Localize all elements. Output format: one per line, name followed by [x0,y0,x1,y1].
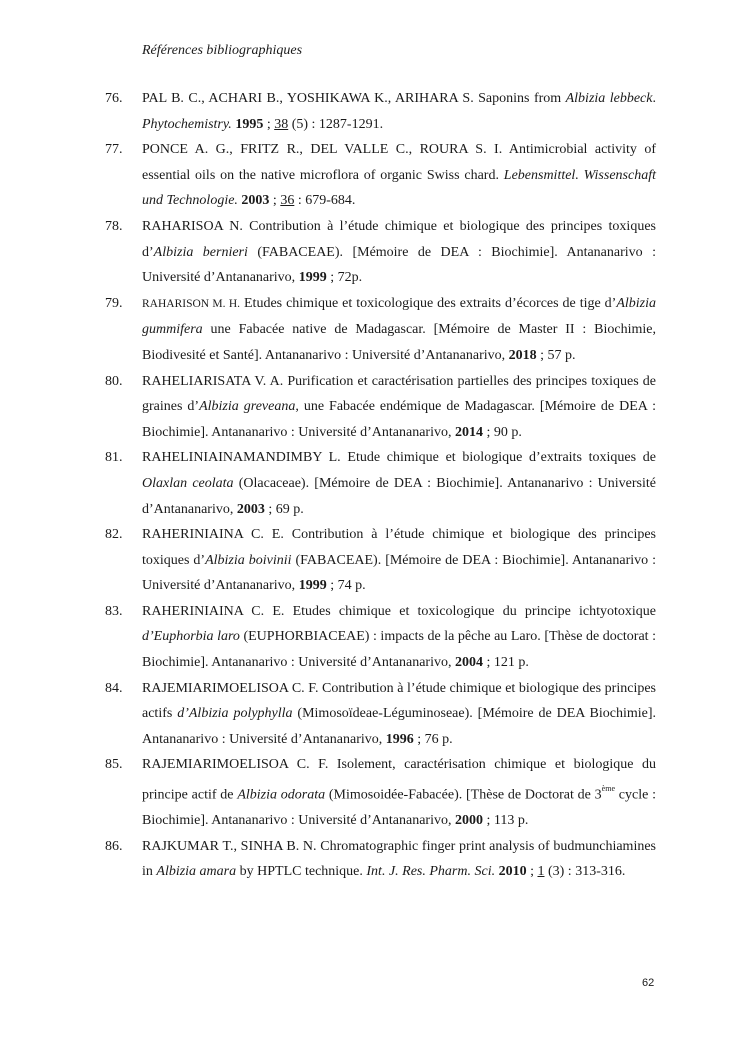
reference-item [0,834,745,885]
reference-number: 76. [105,91,123,106]
reference-list [0,86,745,885]
reference-item [0,214,745,291]
reference-text: PONCE A. G., FRITZ R., DEL VALLE C., ROURA S. I. Antimicrobial activity of essential oils on the native microflora of organic Swiss chard. Lebensmittel. Wissenschaft und Technologie. 2003 ; 36 : 679-684. [142,142,656,209]
reference-text: RAHERINIAINA C. E. Contribution à l’étude chimique et biologique des principes toxiques d’Albizia boivinii (FABACEAE). [Mémoire de DEA : Biochimie]. Antananarivo : Université d’Antananarivo, 1999 ; 74 p. [142,527,656,594]
reference-item [0,86,745,137]
reference-item [0,522,745,599]
reference-number: 79. [105,295,123,311]
reference-number: 77. [105,142,123,158]
reference-text: RAJKUMAR T., SINHA B. N. Chromatographic finger print analysis of budmunchiamines in Albizia amara by HPTLC technique. Int. J. Res. Pharm. Sci. 2010 ; 1 (3) : 313-316. [142,838,656,880]
reference-item [0,137,745,214]
reference-text: PAL B. C., ACHARI B., YOSHIKAWA K., ARIHARA S. Saponins from Albizia lebbeck. Phytochemistry. 1995 ; 38 (5) : 1287-1291. [142,91,656,132]
reference-text: RAJEMIARIMOELISOA C. F. Contribution à l’étude chimique et biologique des principes actifs d’Albizia polyphylla (Mimosoïdeae-Léguminoseae). [Mémoire de DEA Biochimie]. Antananarivo : Université d’Antananarivo, 1996 ; 76 p. [142,680,656,747]
reference-text: RAHARISON M. H. Etudes chimique et toxicologique des extraits d’écorces de tige d’Albizia gummifera une Fabacée native de Madagascar. [Mémoire de Master II : Biochimie, Biodivesité et Santé]. Antananarivo : Université d’Antananarivo, 2018 ; 57 p. [142,295,656,363]
reference-number: 86. [105,838,123,854]
page-header: Références bibliographiques [142,43,303,58]
reference-item [0,369,745,446]
reference-number: 83. [105,603,123,619]
reference-item [0,445,745,522]
reference-number: 82. [105,527,123,543]
reference-number: 80. [105,373,123,389]
reference-text: RAHELIARISATA V. A. Purification et caractérisation partielles des principes toxiques de graines d’Albizia greveana, une Fabacée endémique de Madagascar. [Mémoire de DEA : Biochimie]. Antananarivo : Université d’Antananarivo, 2014 ; 90 p. [142,373,656,440]
reference-text: RAHELINIAINAMANDIMBY L. Etude chimique et biologique d’extraits toxiques de Olaxlan ceolata (Olacaceae). [Mémoire de DEA : Biochimie]. Antananarivo : Université d’Antananarivo, 2003 ; 69 p. [142,450,656,517]
reference-item [0,599,745,676]
reference-number: 81. [105,450,123,466]
reference-text: RAJEMIARIMOELISOA C. F. Isolement, caractérisation chimique et biologique du principe actif de Albizia odorata (Mimosoidée-Fabacée). [Thèse de Doctorat de 3ème cycle : Biochimie]. Antananarivo : Université d’Antananarivo, 2000 ; 113 p. [142,757,656,829]
reference-item [0,752,745,833]
reference-item [0,291,745,369]
reference-number: 85. [105,757,123,773]
reference-number: 78. [105,218,123,234]
reference-text: RAHERINIAINA C. E. Etudes chimique et toxicologique du principe ichtyotoxique d’Euphorbia laro (EUPHORBIACEAE) : impacts de la pêche au Laro. [Thèse de doctorat : Biochimie]. Antananarivo : Université d’Antananarivo, 2004 ; 121 p. [142,603,657,671]
reference-item [0,676,745,753]
reference-number: 84. [105,680,123,696]
page-number: 62 [642,977,655,989]
reference-text: RAHARISOA N. Contribution à l’étude chimique et biologique des principes toxiques d’Albizia bernieri (FABACEAE). [Mémoire de DEA : Biochimie]. Antananarivo : Université d’Antananarivo, 1999 ; 72p. [142,218,656,286]
